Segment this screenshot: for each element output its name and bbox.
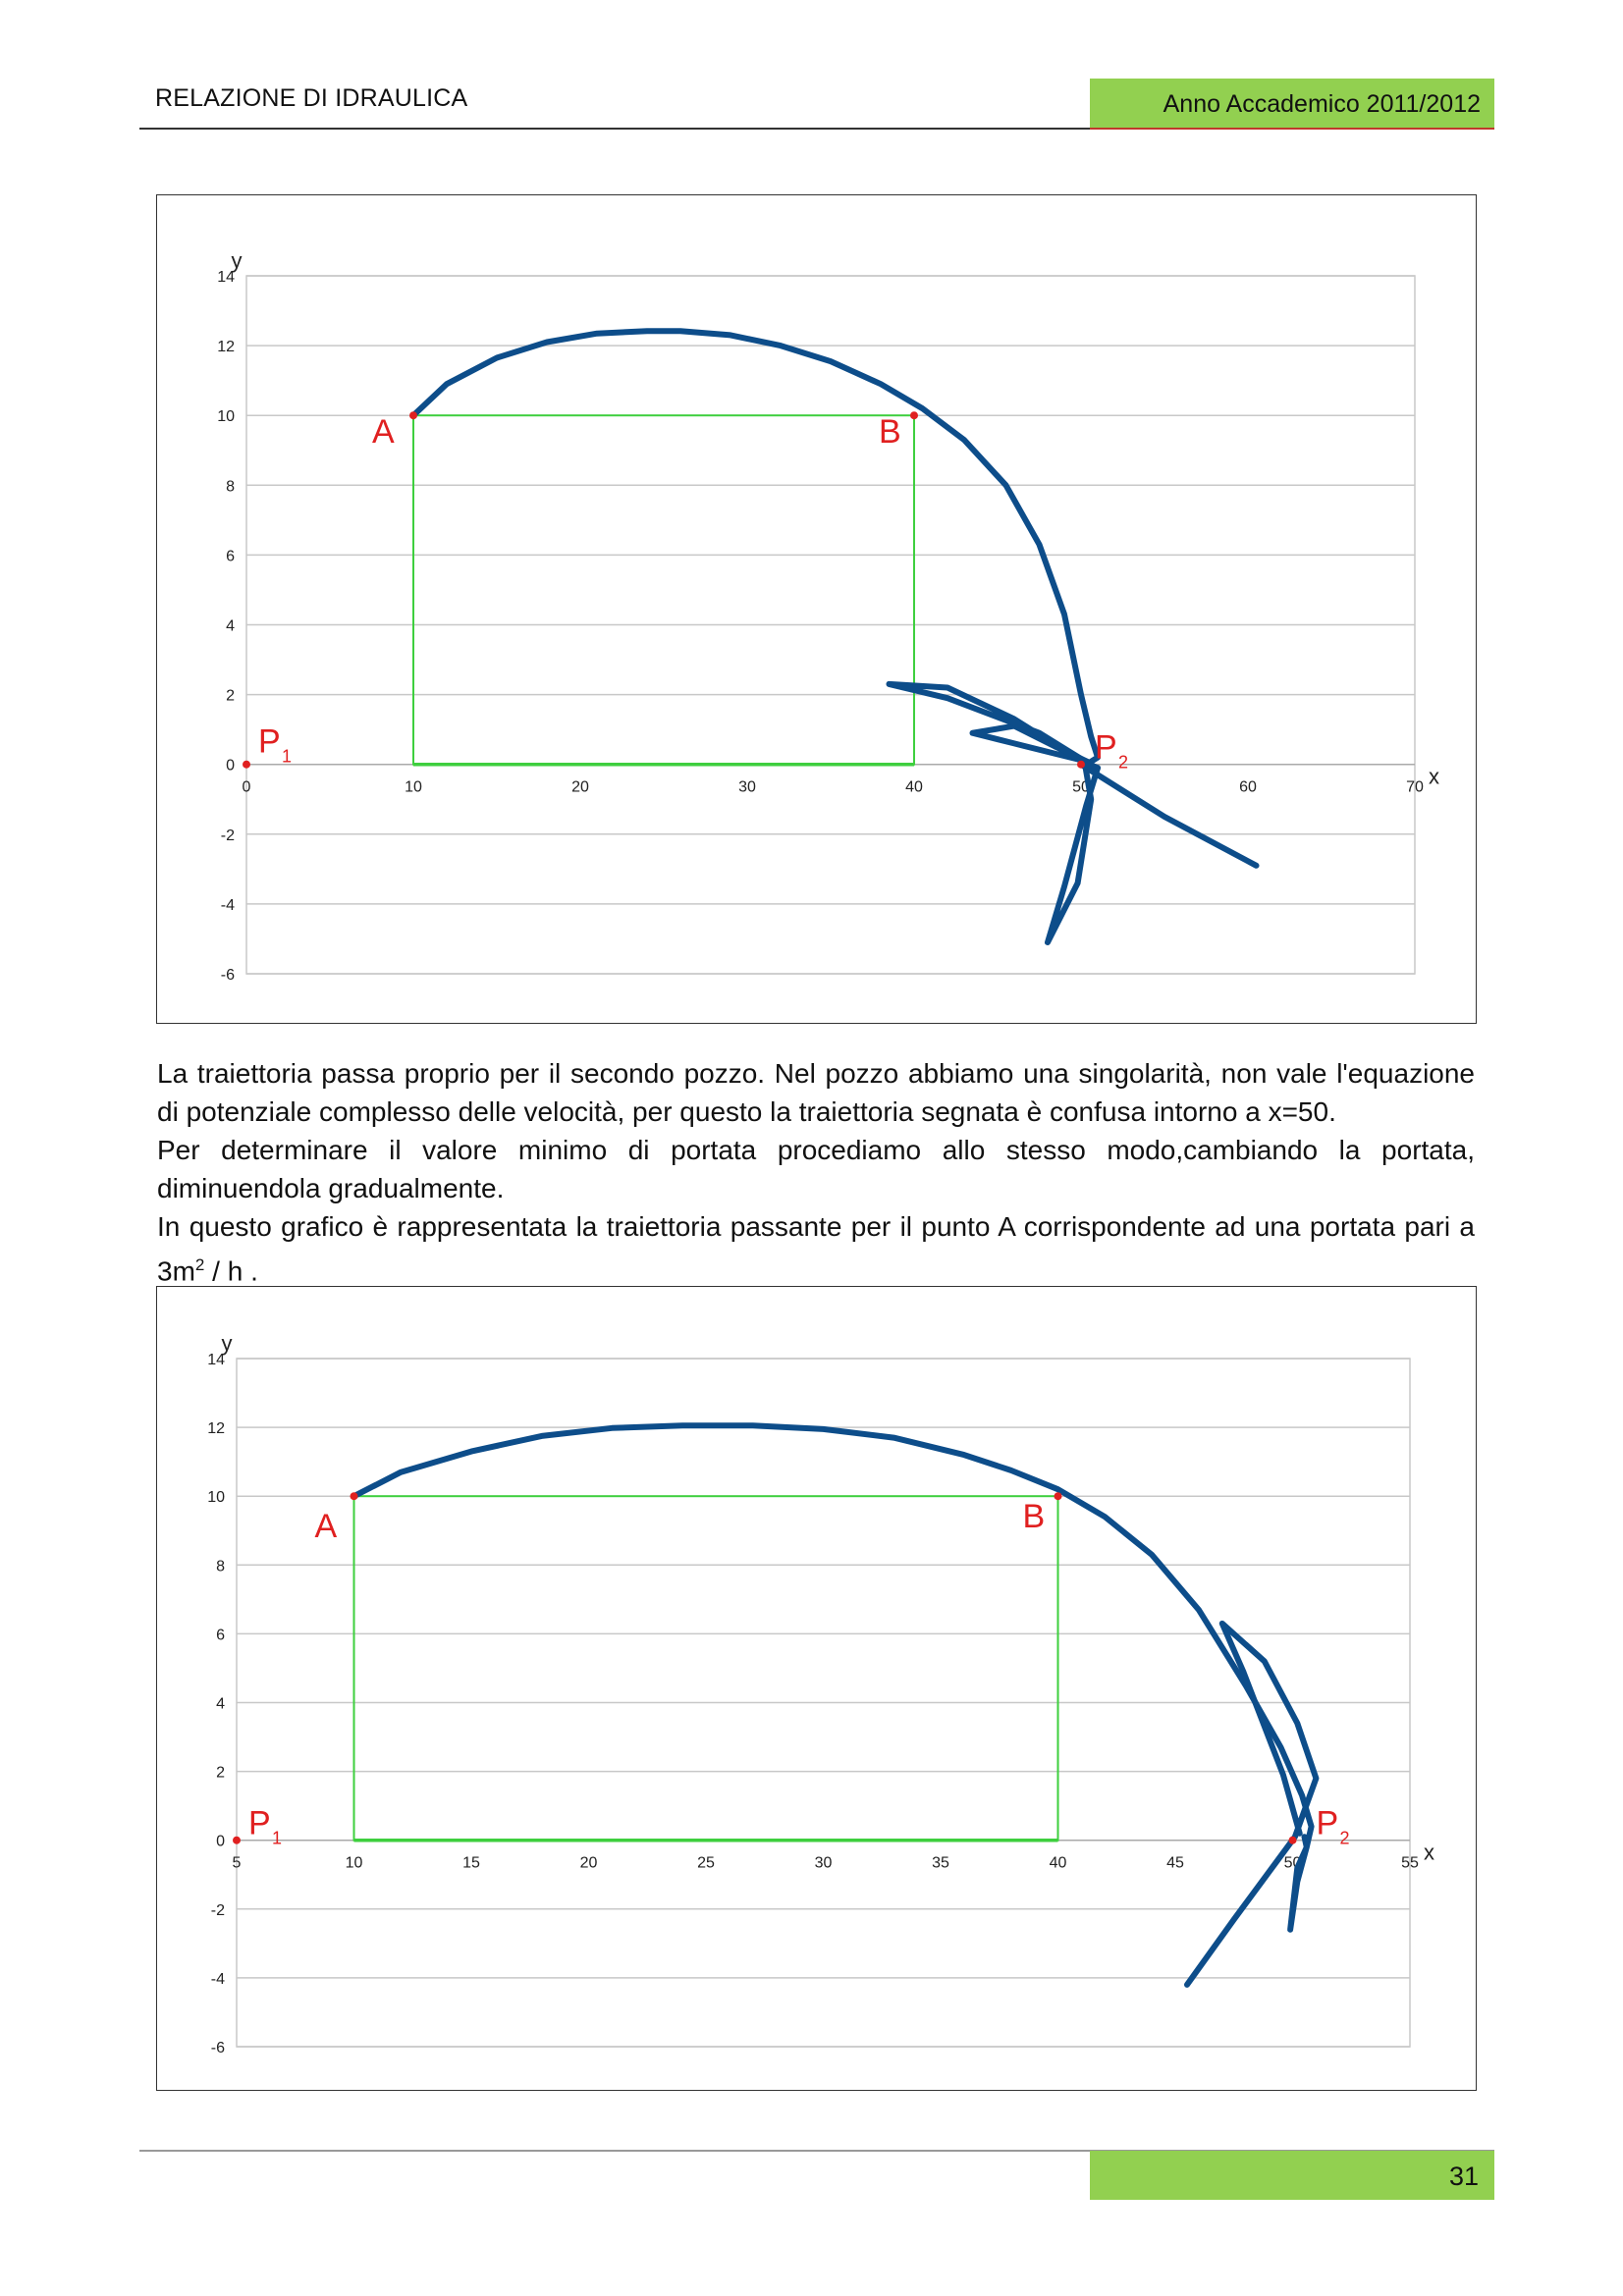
- y-tick-label: 2: [216, 1764, 225, 1782]
- body-text: [157, 1054, 1475, 1290]
- point-a: [351, 1492, 358, 1500]
- point-subscript-p1: 1: [272, 1828, 283, 1848]
- y-tick-label: 0: [226, 757, 235, 774]
- y-tick-label: 8: [226, 478, 235, 496]
- y-tick-label: 12: [207, 1420, 225, 1438]
- y-tick-label: 4: [226, 617, 235, 635]
- x-tick-label: 5: [232, 1854, 242, 1872]
- point-b: [1055, 1492, 1062, 1500]
- paragraph-2: Per determinare il valore minimo di portata procediamo allo stesso modo,cambiando la portata, diminuendola gradualmente.: [157, 1135, 1475, 1203]
- paragraph-1: La traiettoria passa proprio per il secondo pozzo. Nel pozzo abbiamo una singolarità, non vale l'equazione di potenziale complesso delle velocità, per questo la traiettoria segnata è confusa intorno a x=50.: [157, 1058, 1475, 1127]
- trajectory-series-1: [413, 331, 1257, 942]
- point-label-p2: P: [1095, 728, 1117, 767]
- x-tick-label: 10: [345, 1854, 363, 1872]
- x-tick-label: 0: [242, 778, 251, 796]
- y-tick-label: 6: [216, 1627, 225, 1644]
- y-tick-label: -6: [210, 2040, 225, 2056]
- x-tick-label: 30: [814, 1854, 833, 1872]
- point-a: [409, 411, 417, 419]
- x-tick-label: 40: [905, 778, 923, 796]
- point-subscript-p1: 1: [282, 746, 293, 767]
- x-tick-label: 60: [1239, 778, 1257, 796]
- y-axis-label: y: [231, 248, 243, 273]
- x-tick-label: 50: [1283, 1854, 1302, 1872]
- point-b: [910, 411, 918, 419]
- page-number: 31: [1090, 2151, 1494, 2200]
- y-tick-label: 2: [226, 687, 235, 705]
- paragraph-3: [157, 1207, 1475, 1290]
- point-p2: [1077, 761, 1085, 769]
- header-rule-accent: [1090, 128, 1494, 130]
- point-label-b: B: [1022, 1498, 1046, 1536]
- point-label-p1: P: [248, 1804, 271, 1842]
- x-tick-label: 15: [462, 1854, 480, 1872]
- paragraph-3-superscript: 2: [194, 1255, 205, 1274]
- y-tick-label: -4: [210, 1970, 225, 1988]
- point-label-p1: P: [258, 722, 281, 761]
- y-axis-label: y: [221, 1331, 233, 1356]
- x-tick-label: 70: [1406, 778, 1424, 796]
- x-tick-label: 50: [1072, 778, 1090, 796]
- y-tick-label: 8: [216, 1558, 225, 1575]
- y-tick-label: 10: [207, 1489, 225, 1507]
- point-p2: [1289, 1837, 1297, 1844]
- x-tick-label: 45: [1166, 1854, 1184, 1872]
- x-tick-label: 20: [571, 778, 589, 796]
- rectangle-AB: [354, 1496, 1058, 1841]
- x-tick-label: 30: [738, 778, 756, 796]
- header-year-badge: Anno Accademico 2011/2012: [1090, 79, 1494, 128]
- point-label-a: A: [314, 1508, 338, 1546]
- x-tick-label: 25: [697, 1854, 715, 1872]
- y-tick-label: 0: [216, 1833, 225, 1850]
- paragraph-3-tail: / h .: [204, 1255, 258, 1287]
- rectangle-AB: [413, 415, 914, 765]
- y-tick-label: -6: [220, 967, 235, 984]
- x-axis-label: x: [1424, 1840, 1434, 1865]
- y-tick-label: 6: [226, 548, 235, 565]
- x-tick-label: 10: [405, 778, 422, 796]
- point-subscript-p2: 2: [1339, 1828, 1350, 1848]
- x-tick-label: 35: [932, 1854, 949, 1872]
- point-p1: [233, 1837, 241, 1844]
- x-tick-label: 40: [1049, 1854, 1067, 1872]
- trajectory-series-2: [1187, 1624, 1316, 1985]
- y-tick-label: 12: [217, 339, 235, 356]
- y-tick-label: 10: [217, 408, 235, 426]
- chart-frame-1: [156, 194, 1477, 1024]
- y-tick-label: -2: [210, 1901, 225, 1919]
- y-tick-label: -2: [220, 827, 235, 844]
- header-title: RELAZIONE DI IDRAULICA: [155, 84, 468, 112]
- y-tick-label: 14: [217, 269, 235, 286]
- x-axis-label: x: [1429, 764, 1439, 789]
- point-label-b: B: [879, 413, 901, 452]
- x-tick-label: 55: [1401, 1854, 1419, 1872]
- point-label-a: A: [372, 413, 395, 452]
- point-subscript-p2: 2: [1118, 752, 1129, 773]
- trajectory-chart-2: [157, 1287, 1478, 2092]
- paragraph-3-text: In questo grafico è rappresentata la traiettoria passante per il punto A corrispondente ad una portata pari a 3m: [157, 1211, 1475, 1287]
- point-p1: [243, 761, 250, 769]
- x-tick-label: 20: [579, 1854, 598, 1872]
- trajectory-chart-1: [157, 195, 1478, 1025]
- chart-frame-2: [156, 1286, 1477, 2091]
- point-label-p2: P: [1316, 1804, 1339, 1842]
- y-tick-label: 4: [216, 1695, 225, 1713]
- y-tick-label: -4: [220, 896, 235, 914]
- y-tick-label: 14: [207, 1352, 225, 1368]
